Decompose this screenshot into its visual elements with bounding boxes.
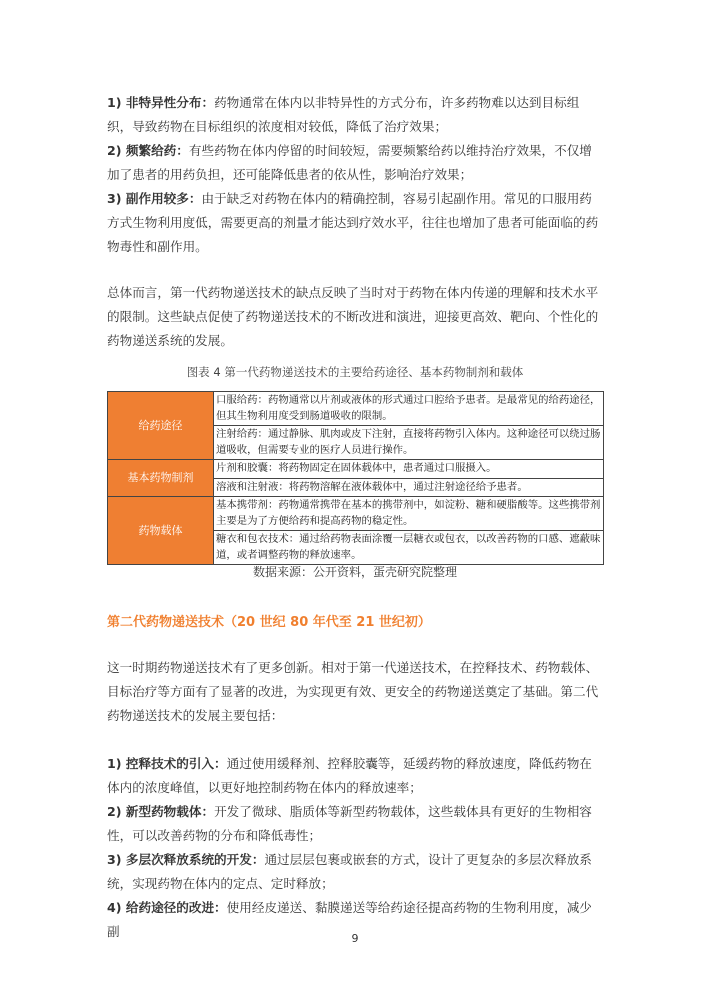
list-item — [107, 800, 604, 848]
data-source-note: 数据来源：公开资料，蛋壳研究院整理 — [252, 565, 457, 579]
delivery-table — [107, 391, 604, 565]
table-cell: 注射给药：通过静脉、肌肉或皮下注射，直接将药物引入体内。这种途径可以绕过肠道吸收，但需要专业的医疗人员进行操作。 — [214, 426, 604, 460]
list-item-title: 3) 多层次释放系统的开发： — [107, 852, 265, 867]
list-item-text: 通过层层包裹或嵌套的方式，设计了更复杂的多层次释放系统，实现药物在体内的定点、定时释放； — [107, 852, 592, 891]
list-item-title: 3) 副作用较多： — [107, 191, 202, 206]
figure-caption: 图表 4 第一代药物递送技术的主要给药途径、基本药物制剂和载体 — [186, 365, 524, 379]
list-item — [107, 848, 604, 896]
summary-paragraph: 总体而言，第一代药物递送技术的缺点反映了当时对于药物在体内传递的理解和技术水平的限制。这些缺点促使了药物递送技术的不断改进和演进，迎接更高效、靶向、个性化的药物递送系统的发展。 — [107, 285, 599, 348]
table-row — [108, 497, 604, 531]
list-item — [107, 752, 604, 800]
list-item — [107, 187, 604, 259]
list-item-title: 1) 非特异性分布： — [107, 95, 215, 110]
list-item-title: 2) 频繁给药： — [107, 143, 189, 158]
table-category-cell: 给药途径 — [108, 392, 214, 460]
table-row — [108, 460, 604, 479]
table-cell: 基本携带剂：药物通常携带在基本的携带剂中，如淀粉、糖和硬脂酸等。这些携带剂主要是为了方便给药和提高药物的稳定性。 — [214, 497, 604, 531]
list-item-title: 4) 给药途径的改进： — [107, 900, 227, 915]
page-number: 9 — [351, 932, 359, 945]
list-item-text: 药物通常在体内以非特异性的方式分布，许多药物难以达到目标组织，导致药物在目标组织的浓度相对较低，降低了治疗效果； — [107, 95, 580, 134]
section-heading: 第二代药物递送技术（20 世纪 80 年代至 21 世纪初） — [107, 615, 431, 630]
table-cell: 糖衣和包衣技术：通过给药物表面涂覆一层糖衣或包衣，以改善药物的口感、遮蔽味道，或者调整药物的释放速率。 — [214, 531, 604, 565]
drawbacks-list — [107, 91, 604, 259]
list-item-text: 使用经皮递送、黏膜递送等给药途径提高药物的生物利用度，减少副 — [107, 900, 592, 939]
list-item-text: 有些药物在体内停留的时间较短，需要频繁给药以维持治疗效果，不仅增加了患者的用药负担，还可能降低患者的依从性，影响治疗效果； — [107, 143, 592, 182]
table-category-cell: 药物载体 — [108, 497, 214, 565]
table-category-cell: 基本药物制剂 — [108, 460, 214, 497]
table-cell: 片剂和胶囊：将药物固定在固体载体中，患者通过口服摄入。 — [214, 460, 604, 479]
list-item-text: 开发了微球、脂质体等新型药物载体，这些载体具有更好的生物相容性，可以改善药物的分布和降低毒性； — [107, 804, 592, 843]
intro-paragraph: 这一时期药物递送技术有了更多创新。相对于第一代递送技术，在控释技术、药物载体、目标治疗等方面有了显著的改进，为实现更有效、更安全的药物递送奠定了基础。第二代药物递送技术的发展主要包括： — [107, 660, 599, 723]
list-item-text: 由于缺乏对药物在体内的精确控制，容易引起副作用。常见的口服用药方式生物利用度低，需要更高的剂量才能达到疗效水平，往往也增加了患者可能面临的药物毒性和副作用。 — [107, 191, 599, 254]
table-row — [108, 392, 604, 426]
developments-list — [107, 752, 604, 944]
list-item-title: 1) 控释技术的引入： — [107, 756, 227, 771]
list-item-title: 2) 新型药物载体： — [107, 804, 215, 819]
table-cell: 溶液和注射液：将药物溶解在液体载体中，通过注射途径给予患者。 — [214, 478, 604, 497]
list-item — [107, 91, 604, 139]
list-item — [107, 139, 604, 187]
list-item-text: 通过使用缓释剂、控释胶囊等，延缓药物的释放速度，降低药物在体内的浓度峰值，以更好地控制药物在体内的释放速率； — [107, 756, 592, 795]
table-cell: 口服给药：药物通常以片剂或液体的形式通过口腔给予患者。是最常见的给药途径，但其生物利用度受到肠道吸收的限制。 — [214, 392, 604, 426]
